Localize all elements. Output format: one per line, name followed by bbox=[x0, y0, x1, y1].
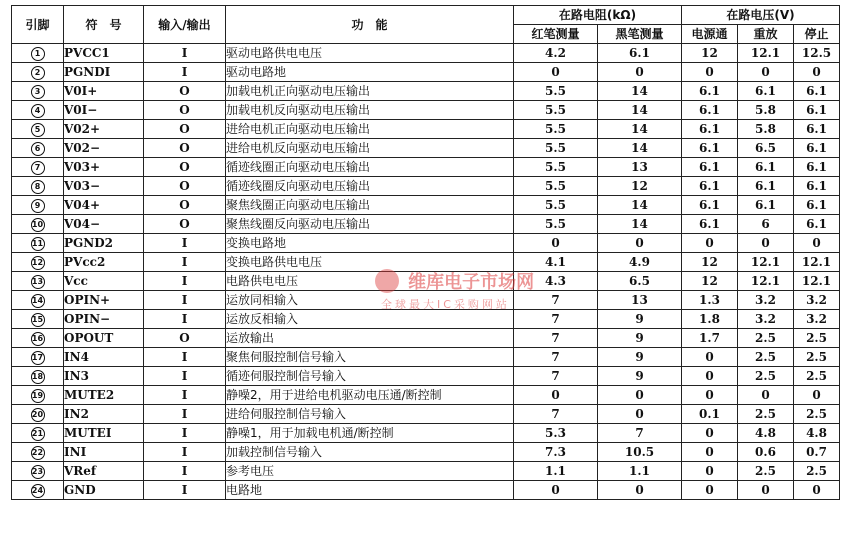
black-probe-value: 12 bbox=[598, 177, 682, 196]
table-row bbox=[12, 329, 840, 348]
pin-function: 进给伺服控制信号输入 bbox=[226, 405, 514, 424]
playback-voltage: 2.5 bbox=[738, 405, 794, 424]
pin-number bbox=[12, 405, 64, 424]
black-probe-value: 14 bbox=[598, 215, 682, 234]
power-on-voltage: 6.1 bbox=[682, 82, 738, 101]
pin-io: O bbox=[144, 196, 226, 215]
red-probe-value: 4.2 bbox=[514, 44, 598, 63]
playback-voltage: 2.5 bbox=[738, 462, 794, 481]
red-probe-value: 0 bbox=[514, 386, 598, 405]
power-on-voltage: 12 bbox=[682, 44, 738, 63]
pin-number bbox=[12, 310, 64, 329]
pin-number-circle: 22 bbox=[31, 446, 45, 460]
pin-io: I bbox=[144, 310, 226, 329]
pin-function: 变换电路供电电压 bbox=[226, 253, 514, 272]
red-probe-value: 5.5 bbox=[514, 196, 598, 215]
power-on-voltage: 1.7 bbox=[682, 329, 738, 348]
black-probe-value: 14 bbox=[598, 196, 682, 215]
table-row bbox=[12, 253, 840, 272]
power-on-voltage: 1.8 bbox=[682, 310, 738, 329]
pin-io: I bbox=[144, 481, 226, 500]
pin-io: O bbox=[144, 101, 226, 120]
pin-symbol: IN3 bbox=[64, 367, 144, 386]
pin-symbol: OPIN− bbox=[64, 310, 144, 329]
pin-number-circle: 21 bbox=[31, 427, 45, 441]
power-on-voltage: 6.1 bbox=[682, 158, 738, 177]
pin-io: I bbox=[144, 272, 226, 291]
pin-io: I bbox=[144, 405, 226, 424]
black-probe-value: 1.1 bbox=[598, 462, 682, 481]
pin-number-circle: 4 bbox=[31, 104, 45, 118]
playback-voltage: 6 bbox=[738, 215, 794, 234]
pin-io: I bbox=[144, 348, 226, 367]
stop-voltage: 2.5 bbox=[794, 367, 840, 386]
pin-function: 聚焦线圈反向驱动电压输出 bbox=[226, 215, 514, 234]
playback-voltage: 3.2 bbox=[738, 291, 794, 310]
pin-function: 电路供电电压 bbox=[226, 272, 514, 291]
playback-voltage: 6.5 bbox=[738, 139, 794, 158]
black-probe-value: 6.5 bbox=[598, 272, 682, 291]
pin-number bbox=[12, 348, 64, 367]
pin-function: 加载电机反向驱动电压输出 bbox=[226, 101, 514, 120]
power-on-voltage: 6.1 bbox=[682, 215, 738, 234]
power-on-voltage: 6.1 bbox=[682, 177, 738, 196]
pin-number bbox=[12, 291, 64, 310]
pin-symbol: V0I+ bbox=[64, 82, 144, 101]
pin-number bbox=[12, 443, 64, 462]
pin-io: I bbox=[144, 253, 226, 272]
header-power-on: 电源通 bbox=[682, 25, 738, 44]
red-probe-value: 7 bbox=[514, 405, 598, 424]
header-playback: 重放 bbox=[738, 25, 794, 44]
header-resistance: 在路电阻(kΩ) bbox=[514, 6, 682, 25]
pin-number-circle: 16 bbox=[31, 332, 45, 346]
stop-voltage: 2.5 bbox=[794, 329, 840, 348]
pin-io: O bbox=[144, 139, 226, 158]
red-probe-value: 7 bbox=[514, 367, 598, 386]
pin-number-circle: 13 bbox=[31, 275, 45, 289]
red-probe-value: 7.3 bbox=[514, 443, 598, 462]
red-probe-value: 5.5 bbox=[514, 215, 598, 234]
pin-number-circle: 17 bbox=[31, 351, 45, 365]
pin-symbol: V04+ bbox=[64, 196, 144, 215]
pin-symbol: INI bbox=[64, 443, 144, 462]
black-probe-value: 14 bbox=[598, 139, 682, 158]
pin-symbol: V03− bbox=[64, 177, 144, 196]
playback-voltage: 2.5 bbox=[738, 348, 794, 367]
pin-function: 运放反相输入 bbox=[226, 310, 514, 329]
red-probe-value: 4.3 bbox=[514, 272, 598, 291]
black-probe-value: 0 bbox=[598, 63, 682, 82]
pin-symbol: MUTEI bbox=[64, 424, 144, 443]
stop-voltage: 6.1 bbox=[794, 215, 840, 234]
pin-function: 运放同相输入 bbox=[226, 291, 514, 310]
pin-number bbox=[12, 253, 64, 272]
pin-io: I bbox=[144, 291, 226, 310]
black-probe-value: 9 bbox=[598, 367, 682, 386]
pin-io: I bbox=[144, 44, 226, 63]
power-on-voltage: 12 bbox=[682, 272, 738, 291]
table-row bbox=[12, 443, 840, 462]
header-stop: 停止 bbox=[794, 25, 840, 44]
power-on-voltage: 0 bbox=[682, 481, 738, 500]
playback-voltage: 12.1 bbox=[738, 253, 794, 272]
playback-voltage: 12.1 bbox=[738, 44, 794, 63]
black-probe-value: 0 bbox=[598, 386, 682, 405]
stop-voltage: 12.1 bbox=[794, 253, 840, 272]
stop-voltage: 0 bbox=[794, 481, 840, 500]
table-row bbox=[12, 405, 840, 424]
pin-io: O bbox=[144, 120, 226, 139]
watermark-main-text: 维库电子市场网 bbox=[408, 272, 535, 293]
playback-voltage: 0 bbox=[738, 63, 794, 82]
table-row bbox=[12, 120, 840, 139]
pin-io: O bbox=[144, 177, 226, 196]
table-row bbox=[12, 386, 840, 405]
pin-number bbox=[12, 63, 64, 82]
pin-number bbox=[12, 44, 64, 63]
stop-voltage: 6.1 bbox=[794, 101, 840, 120]
table-row bbox=[12, 424, 840, 443]
table-row bbox=[12, 462, 840, 481]
red-probe-value: 7 bbox=[514, 310, 598, 329]
red-probe-value: 0 bbox=[514, 234, 598, 253]
playback-voltage: 6.1 bbox=[738, 196, 794, 215]
power-on-voltage: 0 bbox=[682, 348, 738, 367]
black-probe-value: 14 bbox=[598, 82, 682, 101]
power-on-voltage: 1.3 bbox=[682, 291, 738, 310]
red-probe-value: 4.1 bbox=[514, 253, 598, 272]
watermark-sub-text: 全球最大IC采购网站 bbox=[381, 298, 510, 311]
pin-number bbox=[12, 234, 64, 253]
stop-voltage: 12.5 bbox=[794, 44, 840, 63]
pin-symbol: OPIN+ bbox=[64, 291, 144, 310]
pin-number bbox=[12, 215, 64, 234]
table-row bbox=[12, 234, 840, 253]
pin-number-circle: 12 bbox=[31, 256, 45, 270]
pin-function: 聚焦线圈正向驱动电压输出 bbox=[226, 196, 514, 215]
pin-function: 循迹线圈正向驱动电压输出 bbox=[226, 158, 514, 177]
header-io: 输入/输出 bbox=[144, 6, 226, 44]
playback-voltage: 0 bbox=[738, 234, 794, 253]
pin-function: 参考电压 bbox=[226, 462, 514, 481]
power-on-voltage: 0 bbox=[682, 367, 738, 386]
power-on-voltage: 0 bbox=[682, 386, 738, 405]
power-on-voltage: 0 bbox=[682, 462, 738, 481]
playback-voltage: 5.8 bbox=[738, 101, 794, 120]
table-row bbox=[12, 481, 840, 500]
stop-voltage: 6.1 bbox=[794, 158, 840, 177]
stop-voltage: 4.8 bbox=[794, 424, 840, 443]
stop-voltage: 3.2 bbox=[794, 310, 840, 329]
playback-voltage: 6.1 bbox=[738, 82, 794, 101]
pin-symbol: IN4 bbox=[64, 348, 144, 367]
power-on-voltage: 0 bbox=[682, 63, 738, 82]
pin-function: 运放输出 bbox=[226, 329, 514, 348]
pin-io: I bbox=[144, 63, 226, 82]
playback-voltage: 4.8 bbox=[738, 424, 794, 443]
pin-symbol: MUTE2 bbox=[64, 386, 144, 405]
playback-voltage: 0 bbox=[738, 481, 794, 500]
pin-function: 循迹线圈反向驱动电压输出 bbox=[226, 177, 514, 196]
pin-number bbox=[12, 424, 64, 443]
table-row bbox=[12, 139, 840, 158]
table-row bbox=[12, 291, 840, 310]
pin-number-circle: 2 bbox=[31, 66, 45, 80]
pin-io: I bbox=[144, 367, 226, 386]
pin-function: 进给电机正向驱动电压输出 bbox=[226, 120, 514, 139]
pin-number bbox=[12, 177, 64, 196]
pin-function: 变换电路地 bbox=[226, 234, 514, 253]
stop-voltage: 12.1 bbox=[794, 272, 840, 291]
pin-symbol: V03+ bbox=[64, 158, 144, 177]
black-probe-value: 0 bbox=[598, 481, 682, 500]
pin-number bbox=[12, 329, 64, 348]
black-probe-value: 9 bbox=[598, 348, 682, 367]
black-probe-value: 6.1 bbox=[598, 44, 682, 63]
pin-symbol: Vcc bbox=[64, 272, 144, 291]
pin-number bbox=[12, 139, 64, 158]
power-on-voltage: 6.1 bbox=[682, 101, 738, 120]
playback-voltage: 2.5 bbox=[738, 367, 794, 386]
pin-symbol: V02+ bbox=[64, 120, 144, 139]
power-on-voltage: 6.1 bbox=[682, 120, 738, 139]
stop-voltage: 6.1 bbox=[794, 139, 840, 158]
pin-io: O bbox=[144, 82, 226, 101]
pin-symbol: PVCC1 bbox=[64, 44, 144, 63]
red-probe-value: 5.5 bbox=[514, 158, 598, 177]
stop-voltage: 6.1 bbox=[794, 177, 840, 196]
pin-io: I bbox=[144, 386, 226, 405]
pin-number-circle: 11 bbox=[31, 237, 45, 251]
header-black-probe: 黑笔测量 bbox=[598, 25, 682, 44]
pin-number-circle: 23 bbox=[31, 465, 45, 479]
pin-number-circle: 3 bbox=[31, 85, 45, 99]
stop-voltage: 2.5 bbox=[794, 405, 840, 424]
pin-function: 进给电机反向驱动电压输出 bbox=[226, 139, 514, 158]
pin-function: 驱动电路地 bbox=[226, 63, 514, 82]
pin-number bbox=[12, 120, 64, 139]
red-probe-value: 5.5 bbox=[514, 82, 598, 101]
black-probe-value: 0 bbox=[598, 234, 682, 253]
playback-voltage: 0.6 bbox=[738, 443, 794, 462]
red-probe-value: 7 bbox=[514, 291, 598, 310]
pin-io: O bbox=[144, 158, 226, 177]
pin-symbol: IN2 bbox=[64, 405, 144, 424]
black-probe-value: 14 bbox=[598, 120, 682, 139]
pin-number-circle: 18 bbox=[31, 370, 45, 384]
stop-voltage: 2.5 bbox=[794, 462, 840, 481]
pin-function: 电路地 bbox=[226, 481, 514, 500]
black-probe-value: 13 bbox=[598, 291, 682, 310]
black-probe-value: 0 bbox=[598, 405, 682, 424]
pin-io: I bbox=[144, 424, 226, 443]
pin-function: 静噪1，用于加载电机通/断控制 bbox=[226, 424, 514, 443]
black-probe-value: 9 bbox=[598, 310, 682, 329]
table-row bbox=[12, 158, 840, 177]
playback-voltage: 6.1 bbox=[738, 158, 794, 177]
pin-number-circle: 15 bbox=[31, 313, 45, 327]
pin-number-circle: 8 bbox=[31, 180, 45, 194]
pin-number bbox=[12, 196, 64, 215]
playback-voltage: 6.1 bbox=[738, 177, 794, 196]
header-symbol: 符 号 bbox=[64, 6, 144, 44]
red-probe-value: 5.5 bbox=[514, 120, 598, 139]
stop-voltage: 6.1 bbox=[794, 120, 840, 139]
pin-io: O bbox=[144, 329, 226, 348]
pin-number-circle: 7 bbox=[31, 161, 45, 175]
power-on-voltage: 0 bbox=[682, 234, 738, 253]
black-probe-value: 9 bbox=[598, 329, 682, 348]
pin-number-circle: 19 bbox=[31, 389, 45, 403]
red-probe-value: 5.5 bbox=[514, 101, 598, 120]
pin-number-circle: 5 bbox=[31, 123, 45, 137]
red-probe-value: 7 bbox=[514, 348, 598, 367]
pin-number bbox=[12, 272, 64, 291]
red-probe-value: 7 bbox=[514, 329, 598, 348]
header-pin: 引脚 bbox=[12, 6, 64, 44]
pin-number bbox=[12, 82, 64, 101]
power-on-voltage: 0 bbox=[682, 424, 738, 443]
power-on-voltage: 12 bbox=[682, 253, 738, 272]
pin-function: 驱动电路供电电压 bbox=[226, 44, 514, 63]
pin-number bbox=[12, 101, 64, 120]
pin-io: I bbox=[144, 462, 226, 481]
header-function: 功 能 bbox=[226, 6, 514, 44]
playback-voltage: 3.2 bbox=[738, 310, 794, 329]
pin-number bbox=[12, 386, 64, 405]
pin-symbol: V02− bbox=[64, 139, 144, 158]
header-red-probe: 红笔测量 bbox=[514, 25, 598, 44]
stop-voltage: 0.7 bbox=[794, 443, 840, 462]
pin-function: 加载控制信号输入 bbox=[226, 443, 514, 462]
table-row bbox=[12, 101, 840, 120]
red-probe-value: 1.1 bbox=[514, 462, 598, 481]
power-on-voltage: 6.1 bbox=[682, 139, 738, 158]
pin-number-circle: 14 bbox=[31, 294, 45, 308]
pin-io: I bbox=[144, 234, 226, 253]
pin-symbol: OPOUT bbox=[64, 329, 144, 348]
stop-voltage: 0 bbox=[794, 63, 840, 82]
table-row bbox=[12, 82, 840, 101]
pin-symbol: PVcc2 bbox=[64, 253, 144, 272]
power-on-voltage: 0.1 bbox=[682, 405, 738, 424]
stop-voltage: 6.1 bbox=[794, 196, 840, 215]
pin-number-circle: 10 bbox=[31, 218, 45, 232]
black-probe-value: 14 bbox=[598, 101, 682, 120]
red-probe-value: 5.5 bbox=[514, 177, 598, 196]
pin-symbol: PGNDI bbox=[64, 63, 144, 82]
table-row bbox=[12, 177, 840, 196]
pin-number bbox=[12, 367, 64, 386]
red-probe-value: 0 bbox=[514, 63, 598, 82]
pin-function-table bbox=[11, 5, 840, 500]
red-probe-value: 5.5 bbox=[514, 139, 598, 158]
power-on-voltage: 6.1 bbox=[682, 196, 738, 215]
stop-voltage: 6.1 bbox=[794, 82, 840, 101]
pin-io: I bbox=[144, 443, 226, 462]
stop-voltage: 0 bbox=[794, 234, 840, 253]
pin-symbol: PGND2 bbox=[64, 234, 144, 253]
table-row bbox=[12, 348, 840, 367]
playback-voltage: 12.1 bbox=[738, 272, 794, 291]
black-probe-value: 7 bbox=[598, 424, 682, 443]
black-probe-value: 13 bbox=[598, 158, 682, 177]
pin-number-circle: 9 bbox=[31, 199, 45, 213]
pin-number-circle: 1 bbox=[31, 47, 45, 61]
black-probe-value: 4.9 bbox=[598, 253, 682, 272]
table-row bbox=[12, 63, 840, 82]
pin-number bbox=[12, 462, 64, 481]
pin-function: 循迹伺服控制信号输入 bbox=[226, 367, 514, 386]
header-voltage: 在路电压(V) bbox=[682, 6, 840, 25]
pin-function: 聚焦伺服控制信号输入 bbox=[226, 348, 514, 367]
table-row bbox=[12, 272, 840, 291]
stop-voltage: 2.5 bbox=[794, 348, 840, 367]
pin-symbol: GND bbox=[64, 481, 144, 500]
stop-voltage: 0 bbox=[794, 386, 840, 405]
table-row bbox=[12, 44, 840, 63]
black-probe-value: 10.5 bbox=[598, 443, 682, 462]
table-row bbox=[12, 215, 840, 234]
pin-number-circle: 6 bbox=[31, 142, 45, 156]
power-on-voltage: 0 bbox=[682, 443, 738, 462]
stop-voltage: 3.2 bbox=[794, 291, 840, 310]
table-body bbox=[12, 44, 840, 500]
red-probe-value: 5.3 bbox=[514, 424, 598, 443]
pin-symbol: VRef bbox=[64, 462, 144, 481]
pin-function: 加载电机正向驱动电压输出 bbox=[226, 82, 514, 101]
pin-symbol: V04− bbox=[64, 215, 144, 234]
pin-number-circle: 24 bbox=[31, 484, 45, 498]
pin-io: O bbox=[144, 215, 226, 234]
playback-voltage: 2.5 bbox=[738, 329, 794, 348]
pin-number-circle: 20 bbox=[31, 408, 45, 422]
pin-number bbox=[12, 481, 64, 500]
table-row bbox=[12, 310, 840, 329]
playback-voltage: 5.8 bbox=[738, 120, 794, 139]
red-probe-value: 0 bbox=[514, 481, 598, 500]
playback-voltage: 0 bbox=[738, 386, 794, 405]
pin-function: 静噪2，用于进给电机驱动电压通/断控制 bbox=[226, 386, 514, 405]
pin-number bbox=[12, 158, 64, 177]
table-row bbox=[12, 196, 840, 215]
pin-symbol: V0I− bbox=[64, 101, 144, 120]
table-row bbox=[12, 367, 840, 386]
